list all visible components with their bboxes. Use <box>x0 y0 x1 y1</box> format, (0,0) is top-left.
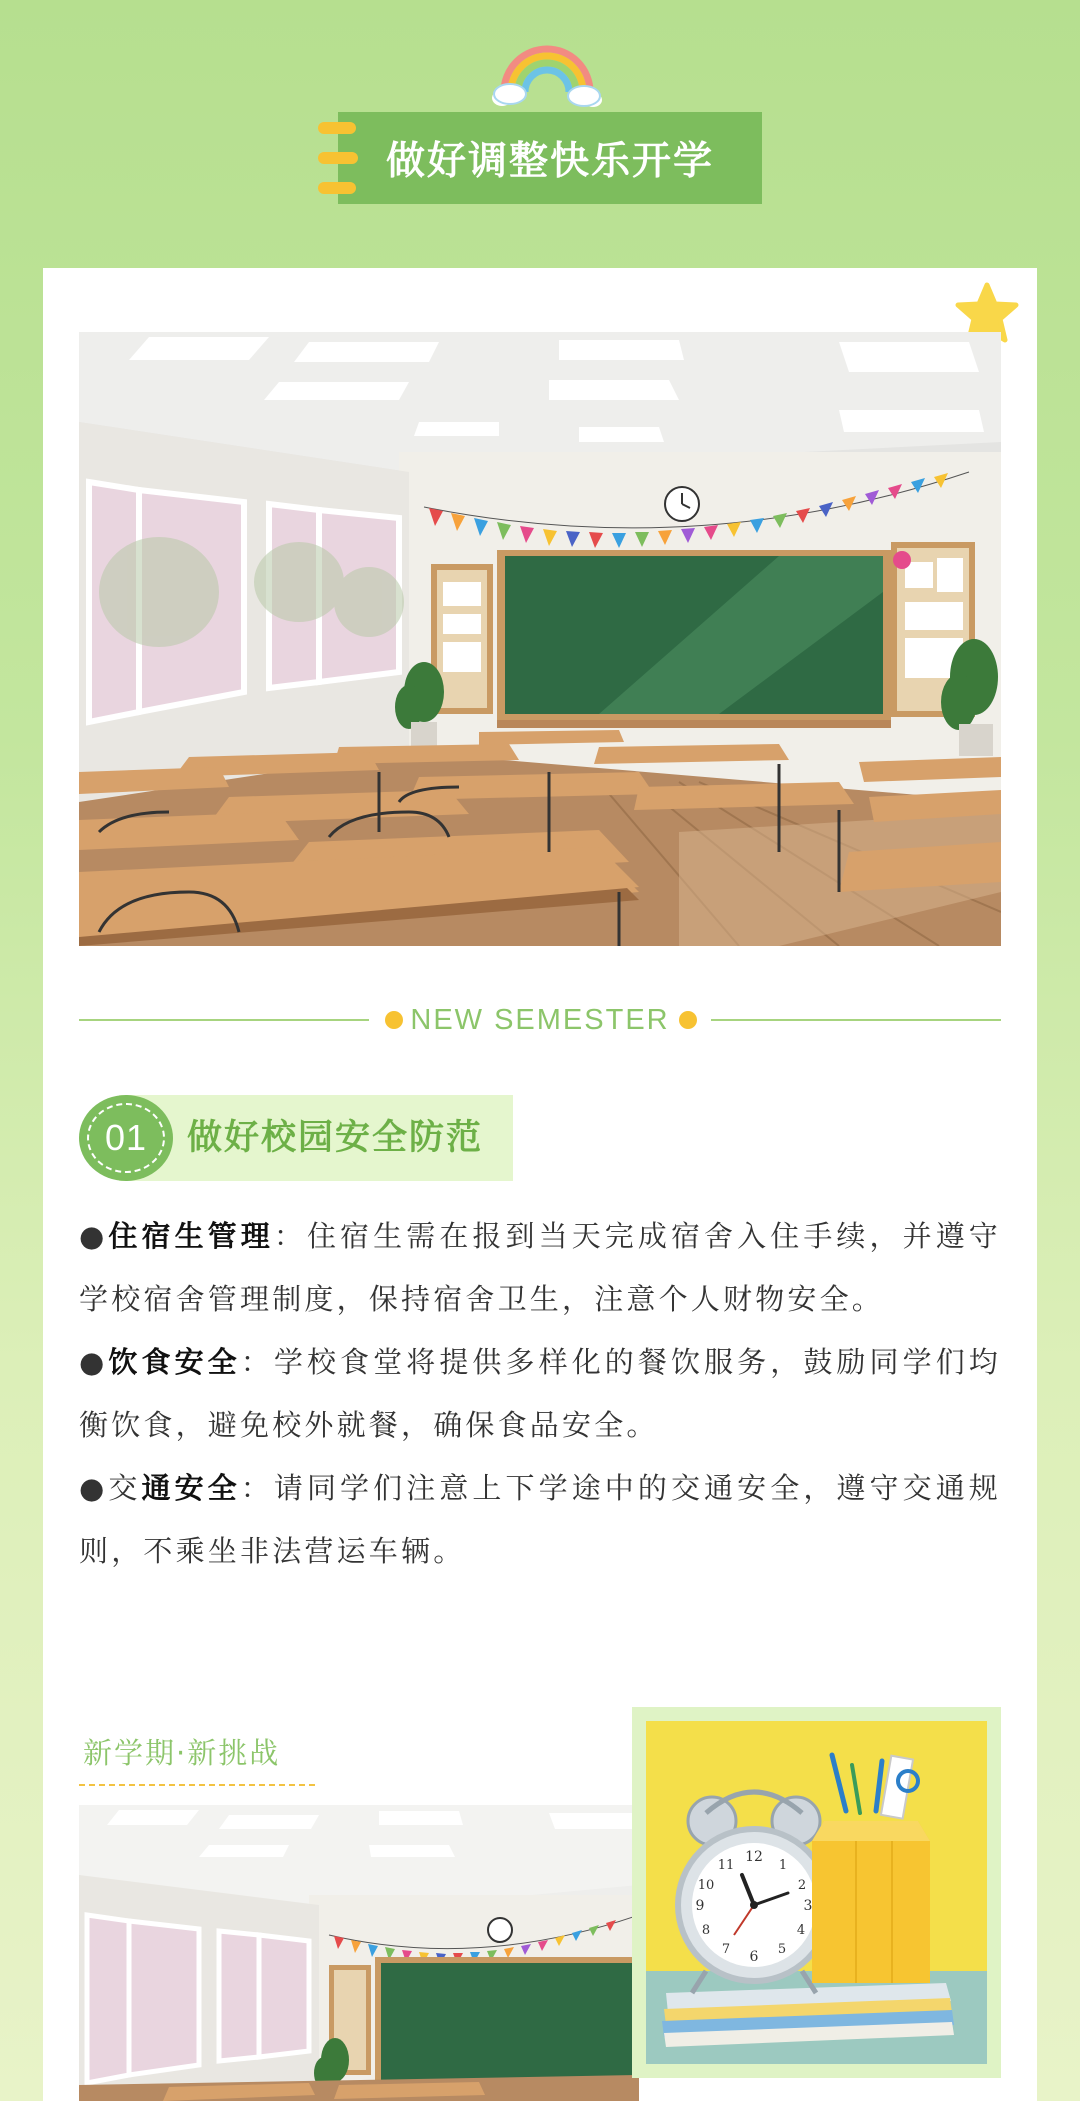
clock-numeral: 1 <box>778 1858 788 1873</box>
item-prefix: 交 <box>108 1471 142 1505</box>
clock-photo <box>646 1721 987 2064</box>
clock-numeral: 9 <box>695 1898 705 1914</box>
item-label: 饮食安全 <box>108 1345 241 1379</box>
section-number-badge <box>79 1095 173 1181</box>
section-body <box>79 1205 1001 1583</box>
list-item <box>79 1457 1001 1583</box>
item-text: ：请同学们注意上下学途中的交通安全，遵守交通规则，不乘坐非法营运车辆。 <box>79 1471 1001 1568</box>
page-title: 做好调整快乐开学 <box>385 139 714 184</box>
list-item <box>79 1331 1001 1457</box>
clock-numeral: 10 <box>697 1878 715 1893</box>
section-divider <box>79 1000 1001 1040</box>
tagline-text: 新学期·新挑战 <box>83 1736 281 1770</box>
clock-numeral: 7 <box>721 1942 731 1957</box>
bullet-icon: ● <box>79 1345 109 1379</box>
bullet-icon: ● <box>79 1471 109 1505</box>
clock-numeral: 5 <box>777 1942 787 1957</box>
clock-numeral: 4 <box>796 1923 806 1938</box>
classroom-photo <box>79 332 1001 946</box>
clock-numeral: 2 <box>797 1878 807 1893</box>
classroom-photo-secondary <box>79 1805 639 2101</box>
clock-numeral: 6 <box>749 1949 759 1965</box>
divider-label: NEW SEMESTER <box>410 1004 670 1036</box>
item-text: ：学校食堂将提供多样化的餐饮服务，鼓励同学们均衡饮食，避免校外就餐，确保食品安全。 <box>79 1345 1001 1442</box>
tagline-underline <box>79 1784 315 1786</box>
page-header <box>318 112 762 204</box>
section-number: 01 <box>87 1103 165 1173</box>
section-heading <box>79 1095 513 1181</box>
item-text: ：住宿生需在报到当天完成宿舍入住手续，并遵守学校宿舍管理制度，保持宿舍卫生，注意个人财物安全。 <box>79 1219 1001 1316</box>
item-label: 住宿生管理 <box>108 1219 274 1253</box>
clock-numeral: 11 <box>717 1858 735 1873</box>
clock-numeral: 3 <box>803 1898 813 1914</box>
list-item <box>79 1205 1001 1331</box>
clock-numeral: 12 <box>745 1849 763 1865</box>
header-title-box <box>338 112 762 204</box>
rainbow-icon <box>492 40 602 108</box>
clock-photo-frame <box>632 1707 1001 2078</box>
yellow-bars-icon <box>318 122 358 194</box>
clock-numeral: 8 <box>701 1923 711 1938</box>
bullet-icon: ● <box>79 1219 109 1253</box>
section-title: 做好校园安全防范 <box>187 1118 484 1158</box>
tagline <box>79 1730 315 1786</box>
item-label: 通安全 <box>141 1471 241 1505</box>
